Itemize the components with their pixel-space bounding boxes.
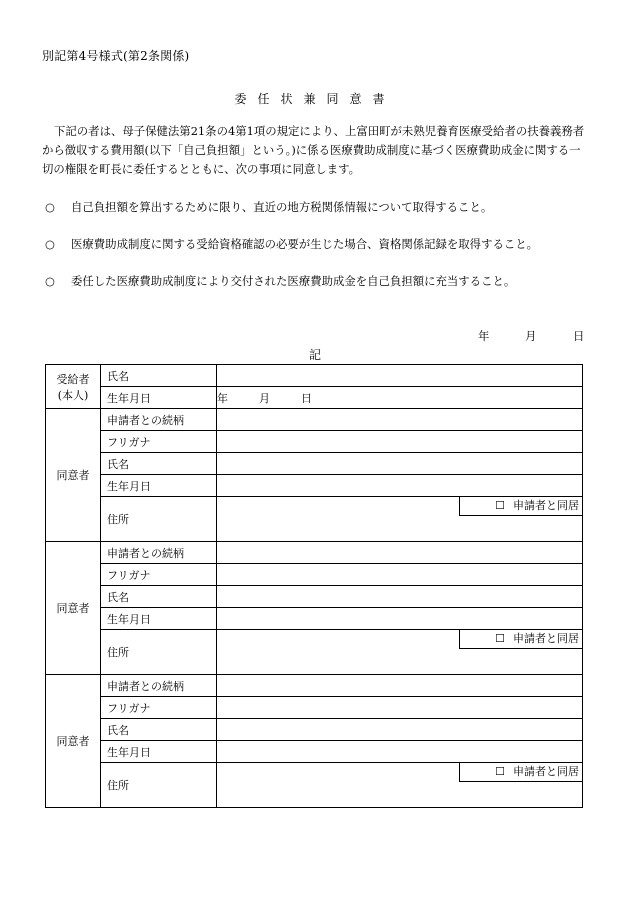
recipient-group-label: 受給者 (本人) bbox=[46, 365, 101, 409]
relation-label: 申請者との続柄 bbox=[101, 675, 217, 697]
consent-item-2 bbox=[45, 236, 605, 252]
circle-bullet-icon: ○ bbox=[45, 200, 55, 214]
recipient-name-label: 氏名 bbox=[101, 365, 217, 387]
recipient-birth-label: 生年月日 bbox=[101, 387, 217, 409]
circle-bullet-icon: ○ bbox=[45, 274, 55, 288]
recipient-birth-field[interactable]: 年 月 日 bbox=[217, 387, 583, 409]
consenter-1-furigana-field[interactable] bbox=[217, 431, 583, 453]
furigana-label: フリガナ bbox=[101, 697, 217, 719]
consenter-3-name-field[interactable] bbox=[217, 719, 583, 741]
date-year-label: 年 bbox=[478, 329, 490, 343]
name-label: 氏名 bbox=[101, 586, 217, 608]
recipient-name-field[interactable] bbox=[217, 365, 583, 387]
birth-label: 生年月日 bbox=[101, 475, 217, 497]
intro-paragraph: 下記の者は、母子保健法第21条の4第1項の規定により、上富田町が未熟児養育医療受給者の扶養義務者から徴収する費用額(以下「自己負担額」という。)に係る医療費助成制度に基づく医療費助成金に関する一切の権限を町長に委任するとともに、次の事項に同意します。 bbox=[42, 124, 585, 176]
document-title: 委任状兼同意書 bbox=[234, 92, 396, 106]
cohabit-label: 申請者と同居 bbox=[513, 499, 579, 512]
cohabit-checkbox[interactable] bbox=[459, 496, 583, 516]
consenter-3-birth-field[interactable] bbox=[217, 741, 583, 763]
consenter-1-group-label: 同意者 bbox=[46, 409, 101, 542]
birth-label: 生年月日 bbox=[101, 741, 217, 763]
checkbox-icon[interactable]: ☐ bbox=[495, 499, 505, 512]
ki-label: 記 bbox=[308, 348, 321, 362]
relation-label: 申請者との続柄 bbox=[101, 409, 217, 431]
consenter-2-relation-field[interactable] bbox=[217, 542, 583, 564]
consent-item-text: 委任した医療費助成制度により交付された医療費助成金を自己負担額に充当すること。 bbox=[71, 274, 516, 288]
consent-item-text: 自己負担額を算出するために限り、直近の地方税関係情報について取得すること。 bbox=[71, 200, 493, 214]
consenter-3-relation-field[interactable] bbox=[217, 675, 583, 697]
furigana-label: フリガナ bbox=[101, 564, 217, 586]
consenter-1-birth-field[interactable] bbox=[217, 475, 583, 497]
form-number-label: 別記第4号様式(第2条関係) bbox=[42, 49, 190, 63]
circle-bullet-icon: ○ bbox=[45, 237, 55, 251]
name-label: 氏名 bbox=[101, 719, 217, 741]
relation-label: 申請者との続柄 bbox=[101, 542, 217, 564]
consenter-1-relation-field[interactable] bbox=[217, 409, 583, 431]
consenter-2-name-field[interactable] bbox=[217, 586, 583, 608]
consent-item-1 bbox=[45, 199, 605, 215]
checkbox-icon[interactable]: ☐ bbox=[495, 765, 505, 778]
checkbox-icon[interactable]: ☐ bbox=[495, 632, 505, 645]
birth-label: 生年月日 bbox=[101, 608, 217, 630]
consent-item-text: 医療費助成制度に関する受給資格確認の必要が生じた場合、資格関係記録を取得すること。 bbox=[71, 237, 539, 251]
address-label: 住所 bbox=[101, 630, 217, 675]
consenter-3-furigana-field[interactable] bbox=[217, 697, 583, 719]
consent-item-3 bbox=[45, 273, 605, 289]
consenter-2-address-field[interactable] bbox=[217, 630, 583, 675]
consenter-3-group-label: 同意者 bbox=[46, 675, 101, 808]
consenter-2-group-label: 同意者 bbox=[46, 542, 101, 675]
consent-form-table bbox=[45, 364, 583, 808]
consenter-1-address-field[interactable] bbox=[217, 497, 583, 542]
cohabit-label: 申請者と同居 bbox=[513, 765, 579, 778]
cohabit-checkbox[interactable] bbox=[459, 762, 583, 782]
address-label: 住所 bbox=[101, 763, 217, 808]
cohabit-checkbox[interactable] bbox=[459, 629, 583, 649]
date-day-label: 日 bbox=[573, 329, 585, 343]
furigana-label: フリガナ bbox=[101, 431, 217, 453]
address-label: 住所 bbox=[101, 497, 217, 542]
name-label: 氏名 bbox=[101, 453, 217, 475]
cohabit-label: 申請者と同居 bbox=[513, 632, 579, 645]
consenter-2-birth-field[interactable] bbox=[217, 608, 583, 630]
consenter-1-name-field[interactable] bbox=[217, 453, 583, 475]
consenter-2-furigana-field[interactable] bbox=[217, 564, 583, 586]
date-month-label: 月 bbox=[525, 329, 537, 343]
consenter-3-address-field[interactable] bbox=[217, 763, 583, 808]
